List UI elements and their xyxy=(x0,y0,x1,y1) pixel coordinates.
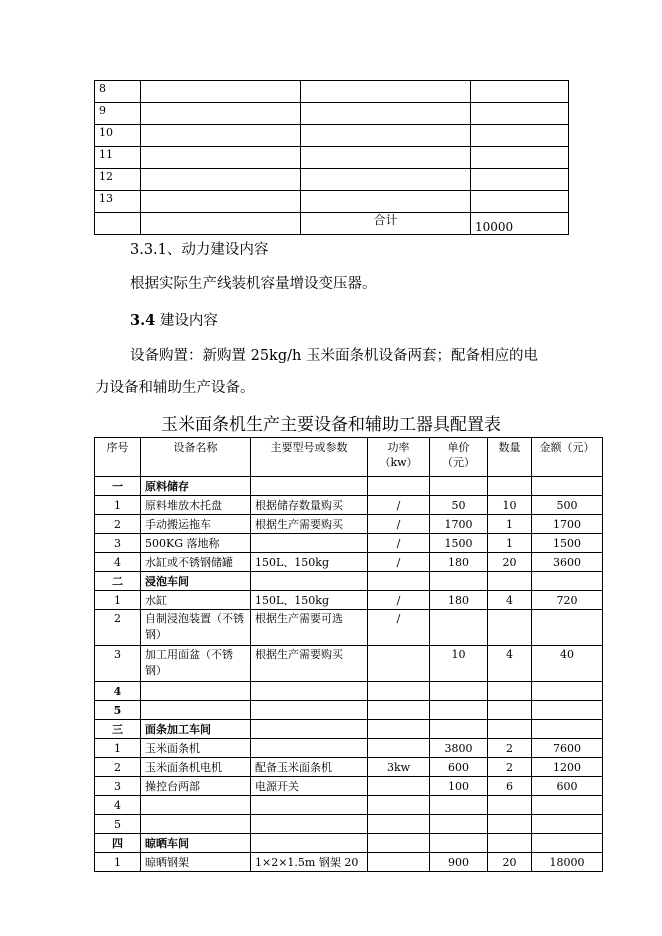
table-cell xyxy=(141,103,301,125)
cell-amount: 1500 xyxy=(532,534,603,553)
cell-power xyxy=(368,834,430,853)
table-cell xyxy=(141,81,301,103)
cell-price: 100 xyxy=(430,777,488,796)
row-number: 11 xyxy=(95,147,141,169)
row-number: 1 xyxy=(95,591,141,610)
table-row xyxy=(95,103,569,125)
cell-amount: 720 xyxy=(532,591,603,610)
cell-amount: 3600 xyxy=(532,553,603,572)
cell-amount xyxy=(532,610,603,646)
cell-qty xyxy=(488,720,532,739)
cell-name: 原料储存 xyxy=(141,477,251,496)
cell-price: 600 xyxy=(430,758,488,777)
cell-name: 操控台两部 xyxy=(141,777,251,796)
cell-name: 水缸或不锈钢储罐 xyxy=(141,553,251,572)
cell-qty: 4 xyxy=(488,591,532,610)
row-number: 10 xyxy=(95,125,141,147)
cell-power xyxy=(368,853,430,872)
cell-power: / xyxy=(368,591,430,610)
heading-text: 建设内容 xyxy=(159,313,218,329)
cell-qty xyxy=(488,701,532,720)
cell-price: 180 xyxy=(430,591,488,610)
cell-power xyxy=(368,646,430,682)
row-number: 二 xyxy=(95,572,141,591)
cell-qty: 2 xyxy=(488,739,532,758)
row-number: 3 xyxy=(95,646,141,682)
cell-qty xyxy=(488,572,532,591)
cell-spec: 150L、150kg xyxy=(251,553,368,572)
cell-price: 3800 xyxy=(430,739,488,758)
cell-amount: 40 xyxy=(532,646,603,682)
cell-power: / xyxy=(368,553,430,572)
cell-qty: 6 xyxy=(488,777,532,796)
row-number: 5 xyxy=(95,815,141,834)
table-row xyxy=(95,777,603,796)
table-row xyxy=(95,796,603,815)
row-number: 8 xyxy=(95,81,141,103)
table-cell xyxy=(141,191,301,213)
table-row xyxy=(95,610,603,646)
cell-name xyxy=(141,796,251,815)
table-cell xyxy=(301,103,471,125)
total-label: 合计 xyxy=(301,213,471,235)
cell-qty xyxy=(488,682,532,701)
table-cell xyxy=(141,125,301,147)
table-cell xyxy=(471,103,569,125)
cell-name: 浸泡车间 xyxy=(141,572,251,591)
section-row xyxy=(95,834,603,853)
table-cell xyxy=(301,147,471,169)
cell-power xyxy=(368,477,430,496)
cell-qty: 1 xyxy=(488,534,532,553)
cell-price: 1700 xyxy=(430,515,488,534)
row-number: 13 xyxy=(95,191,141,213)
header-price: 单价（元） xyxy=(430,438,488,477)
cell-power xyxy=(368,682,430,701)
table-cell xyxy=(301,125,471,147)
cell-price: 1500 xyxy=(430,534,488,553)
cell-spec xyxy=(251,534,368,553)
row-number: 一 xyxy=(95,477,141,496)
row-number: 4 xyxy=(95,682,141,701)
table-cell xyxy=(471,169,569,191)
paragraph-equipment-line2: 力设备和辅助生产设备。 xyxy=(95,380,255,396)
cell-amount: 500 xyxy=(532,496,603,515)
equipment-table xyxy=(94,437,603,872)
paragraph-equipment-line1: 设备购置：新购置 25kg/h 玉米面条机设备两套；配备相应的电 xyxy=(130,348,538,364)
cell-qty: 20 xyxy=(488,553,532,572)
cell-qty: 10 xyxy=(488,496,532,515)
table-cell xyxy=(301,169,471,191)
cell-power xyxy=(368,572,430,591)
cell-spec: 根据生产需要购买 xyxy=(251,646,368,682)
table-row xyxy=(95,147,569,169)
table-row xyxy=(95,739,603,758)
row-number: 4 xyxy=(95,553,141,572)
section-row xyxy=(95,477,603,496)
table-row xyxy=(95,591,603,610)
cell-spec xyxy=(251,477,368,496)
cell-name: 自制浸泡装置（不锈钢） xyxy=(141,610,251,646)
cell-spec xyxy=(251,572,368,591)
row-number: 4 xyxy=(95,796,141,815)
cell-qty: 2 xyxy=(488,758,532,777)
table-row xyxy=(95,496,603,515)
cell-amount xyxy=(532,834,603,853)
cell-name: 水缸 xyxy=(141,591,251,610)
cell-power xyxy=(368,796,430,815)
row-number: 四 xyxy=(95,834,141,853)
table-row xyxy=(95,553,603,572)
cell-spec xyxy=(251,815,368,834)
cell-spec: 电源开关 xyxy=(251,777,368,796)
cell-name xyxy=(141,701,251,720)
row-number: 1 xyxy=(95,853,141,872)
header-qty: 数量 xyxy=(488,438,532,477)
cell-amount: 7600 xyxy=(532,739,603,758)
header-power: 功率（kw） xyxy=(368,438,430,477)
cell-price xyxy=(430,477,488,496)
cell-price: 10 xyxy=(430,646,488,682)
header-no: 序号 xyxy=(95,438,141,477)
cell-qty xyxy=(488,796,532,815)
cell-price xyxy=(430,815,488,834)
table-cell xyxy=(471,191,569,213)
cell-name: 晾晒钢架 xyxy=(141,853,251,872)
paragraph-3-3-1: 3.3.1、动力建设内容 xyxy=(130,242,269,258)
cell-price xyxy=(430,834,488,853)
cell-amount: 18000 xyxy=(532,853,603,872)
row-number: 3 xyxy=(95,534,141,553)
cell-price xyxy=(430,720,488,739)
table-row xyxy=(95,701,603,720)
cell-amount xyxy=(532,815,603,834)
cell-qty: 1 xyxy=(488,515,532,534)
cell-name: 原料堆放木托盘 xyxy=(141,496,251,515)
table-row xyxy=(95,853,603,872)
cell-name: 玉米面条机 xyxy=(141,739,251,758)
total-value: 10000 xyxy=(471,213,569,235)
cell-amount: 1200 xyxy=(532,758,603,777)
section-row xyxy=(95,572,603,591)
cell-qty xyxy=(488,477,532,496)
cell-power xyxy=(368,815,430,834)
top-table xyxy=(94,80,569,235)
header-name: 设备名称 xyxy=(141,438,251,477)
cell-spec: 根据生产需要购买 xyxy=(251,515,368,534)
cell-amount xyxy=(532,701,603,720)
table-row xyxy=(95,169,569,191)
cell-spec xyxy=(251,796,368,815)
total-row xyxy=(95,213,569,235)
cell-amount xyxy=(532,572,603,591)
table-row xyxy=(95,534,603,553)
table-row xyxy=(95,191,569,213)
row-number: 三 xyxy=(95,720,141,739)
paragraph-transformer: 根据实际生产线装机容量增设变压器。 xyxy=(130,276,377,292)
cell-qty xyxy=(488,610,532,646)
row-number: 2 xyxy=(95,610,141,646)
cell-power: / xyxy=(368,515,430,534)
row-number: 2 xyxy=(95,758,141,777)
cell-name: 晾晒车间 xyxy=(141,834,251,853)
cell-name: 手动搬运拖车 xyxy=(141,515,251,534)
cell-spec xyxy=(251,720,368,739)
cell-name: 玉米面条机电机 xyxy=(141,758,251,777)
cell-name: 面条加工车间 xyxy=(141,720,251,739)
cell-name: 500KG 落地称 xyxy=(141,534,251,553)
row-number: 5 xyxy=(95,701,141,720)
section-row xyxy=(95,720,603,739)
table-row xyxy=(95,758,603,777)
cell-spec xyxy=(251,701,368,720)
cell-price xyxy=(430,572,488,591)
table-row xyxy=(95,515,603,534)
heading-number: 3.4 xyxy=(130,312,156,329)
cell-amount: 600 xyxy=(532,777,603,796)
cell-price xyxy=(430,610,488,646)
cell-price xyxy=(430,682,488,701)
cell-price: 50 xyxy=(430,496,488,515)
table-cell xyxy=(301,191,471,213)
cell-spec xyxy=(251,682,368,701)
cell-power xyxy=(368,701,430,720)
cell-amount: 1700 xyxy=(532,515,603,534)
cell-spec: 1×2×1.5m 钢架 20 xyxy=(251,853,368,872)
cell-spec xyxy=(251,834,368,853)
cell-power xyxy=(368,739,430,758)
cell-spec: 根据储存数量购买 xyxy=(251,496,368,515)
cell-price xyxy=(430,701,488,720)
row-number: 1 xyxy=(95,496,141,515)
table-cell xyxy=(141,147,301,169)
cell-power: 3kw xyxy=(368,758,430,777)
cell-price: 180 xyxy=(430,553,488,572)
table-cell xyxy=(471,125,569,147)
cell-amount xyxy=(532,477,603,496)
table-cell xyxy=(301,81,471,103)
table-row xyxy=(95,646,603,682)
table-cell xyxy=(471,81,569,103)
row-number: 2 xyxy=(95,515,141,534)
cell-qty xyxy=(488,834,532,853)
table-row xyxy=(95,81,569,103)
cell-spec: 150L、150kg xyxy=(251,591,368,610)
row-number: 1 xyxy=(95,739,141,758)
heading-3-4 xyxy=(130,309,218,330)
cell-power: / xyxy=(368,496,430,515)
cell-qty: 20 xyxy=(488,853,532,872)
table-cell xyxy=(471,147,569,169)
row-number: 12 xyxy=(95,169,141,191)
cell-amount xyxy=(532,796,603,815)
cell-name xyxy=(141,815,251,834)
cell-power xyxy=(368,777,430,796)
cell-amount xyxy=(532,682,603,701)
table-row xyxy=(95,815,603,834)
cell-power: / xyxy=(368,610,430,646)
cell-price xyxy=(430,796,488,815)
row-number: 9 xyxy=(95,103,141,125)
cell-name xyxy=(141,682,251,701)
table-cell xyxy=(141,169,301,191)
cell-qty: 4 xyxy=(488,646,532,682)
table-cell xyxy=(95,213,141,235)
table-header-row xyxy=(95,438,603,477)
cell-amount xyxy=(532,720,603,739)
table-row xyxy=(95,125,569,147)
cell-price: 900 xyxy=(430,853,488,872)
row-number: 3 xyxy=(95,777,141,796)
cell-spec xyxy=(251,739,368,758)
table-title: 玉米面条机生产主要设备和辅助工器具配置表 xyxy=(161,415,501,435)
cell-spec: 根据生产需要可选 xyxy=(251,610,368,646)
header-spec: 主要型号或参数 xyxy=(251,438,368,477)
cell-power xyxy=(368,720,430,739)
cell-name: 加工用面盆（不锈钢） xyxy=(141,646,251,682)
table-row xyxy=(95,682,603,701)
cell-power: / xyxy=(368,534,430,553)
table-cell xyxy=(141,213,301,235)
cell-qty xyxy=(488,815,532,834)
header-amount: 金额（元） xyxy=(532,438,603,477)
cell-spec: 配备玉米面条机 xyxy=(251,758,368,777)
